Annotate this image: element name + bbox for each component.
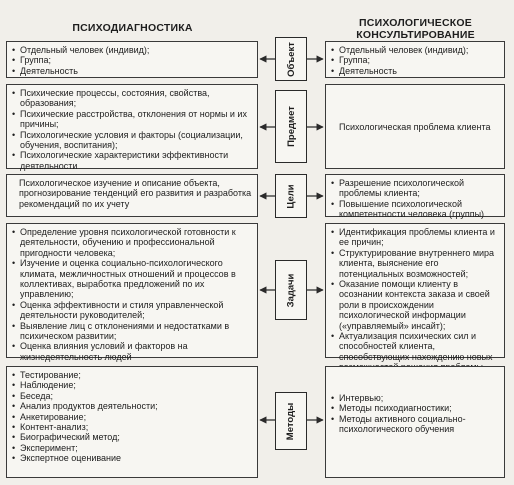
list-item: • Интервью; [331, 393, 500, 403]
list-item: • Группа; [331, 55, 500, 65]
tag-subject-label: Предмет [285, 106, 297, 147]
right-header-line-1: ПСИХОЛОГИЧЕСКОЕ [359, 17, 472, 29]
tag-object [275, 37, 307, 81]
list-item: • Оценка эффективности и стиля управленческой деятельности руководителей; [12, 300, 253, 321]
list-item: • Методы психодиагностики; [331, 403, 500, 413]
list-item: • Изучение и оценка социально-психологического климата, межличностных отношений и процессов в коллективах, выработка предложений по их управлению; [12, 258, 253, 300]
list-item: • Идентификация проблемы клиента и ее причин; [331, 227, 500, 248]
list-item: • Оценка влияния условий и факторов на жизнедеятельность людей [12, 341, 253, 362]
list-item: • Психологические условия и факторы (социализации, обучения, воспитания); [12, 130, 253, 151]
list-item: • Психические расстройства, отклонения от нормы и их причины; [12, 109, 253, 130]
list-item: • Наблюдение; [12, 380, 253, 390]
subject-left-box [6, 84, 258, 169]
list-item: • Деятельность [331, 66, 500, 76]
list-item: • Структурирование внутреннего мира клиента, выяснение его потенциальных возможностей; [331, 248, 500, 279]
list-item: • Выявление лиц с отклонениями и недостатками в психическом развитии; [12, 321, 253, 342]
tag-object-label: Объект [285, 41, 297, 77]
right-header-line-2: КОНСУЛЬТИРОВАНИЕ [356, 28, 475, 41]
goals-left-text: Психологическое изучение и описание объекта, прогнозирование тенденций его развития и разработка рекомендаций по их учету [19, 178, 252, 209]
list-item: • Беседа; [12, 391, 253, 401]
subject-right-box [325, 84, 505, 169]
goals-left-box [6, 174, 258, 217]
object-right-box [325, 41, 505, 78]
list-item: • Отдельный человек (индивид); [12, 45, 253, 55]
list-item: • Эксперимент; [12, 443, 253, 453]
goals-right-box [325, 174, 505, 220]
list-item: • Группа; [12, 55, 253, 65]
tag-methods [275, 392, 307, 450]
list-item: • Оказание помощи клиенту в осознании контекста заказа и своей роли в происхождении психологической информации («управляемый» инсайт); [331, 279, 500, 331]
left-column-header: ПСИХОДИАГНОСТИКА [72, 22, 193, 34]
methods-left-box [6, 366, 258, 478]
list-item: • Методы активного социально-психологического обучения [331, 414, 500, 435]
tasks-right-box [325, 223, 505, 362]
list-item: • Разрешение психологической проблемы клиента; [331, 178, 500, 199]
list-item: • Биографический метод; [12, 432, 253, 442]
list-item: • Отдельный человек (индивид); [331, 45, 500, 55]
tag-methods-label: Методы [285, 402, 297, 440]
list-item: • Деятельность [12, 66, 253, 76]
list-item: • Актуализация психических сил и способностей клиента, способствующих нахождению новых [331, 331, 500, 373]
subject-right-text: Психологическая проблема клиента [339, 121, 491, 132]
tag-tasks [275, 260, 307, 320]
tag-subject [275, 90, 307, 163]
methods-right-box [325, 366, 505, 478]
list-item: • Анализ продуктов деятельности; [12, 401, 253, 411]
list-item: • Анкетирование; [12, 412, 253, 422]
object-left-box [6, 41, 258, 78]
list-item: • Психические процессы, состояния, свойства, образования; [12, 88, 253, 109]
tag-goals [275, 174, 307, 218]
list-item: • Экспертное оценивание [12, 453, 253, 463]
list-item: • Тестирование; [12, 370, 253, 380]
tag-tasks-label: Задачи [285, 273, 297, 307]
list-item: • Определение уровня психологической готовности к деятельности, обучению и профессиональной пригодности человека; [12, 227, 253, 258]
tasks-left-box [6, 223, 258, 362]
list-item: • Психологические характеристики эффективности деятельности [12, 150, 253, 171]
list-item: • Повышение психологической компетентности человека (группы) [331, 199, 500, 220]
list-item: • Контент-анализ; [12, 422, 253, 432]
tag-goals-label: Цели [285, 183, 297, 209]
